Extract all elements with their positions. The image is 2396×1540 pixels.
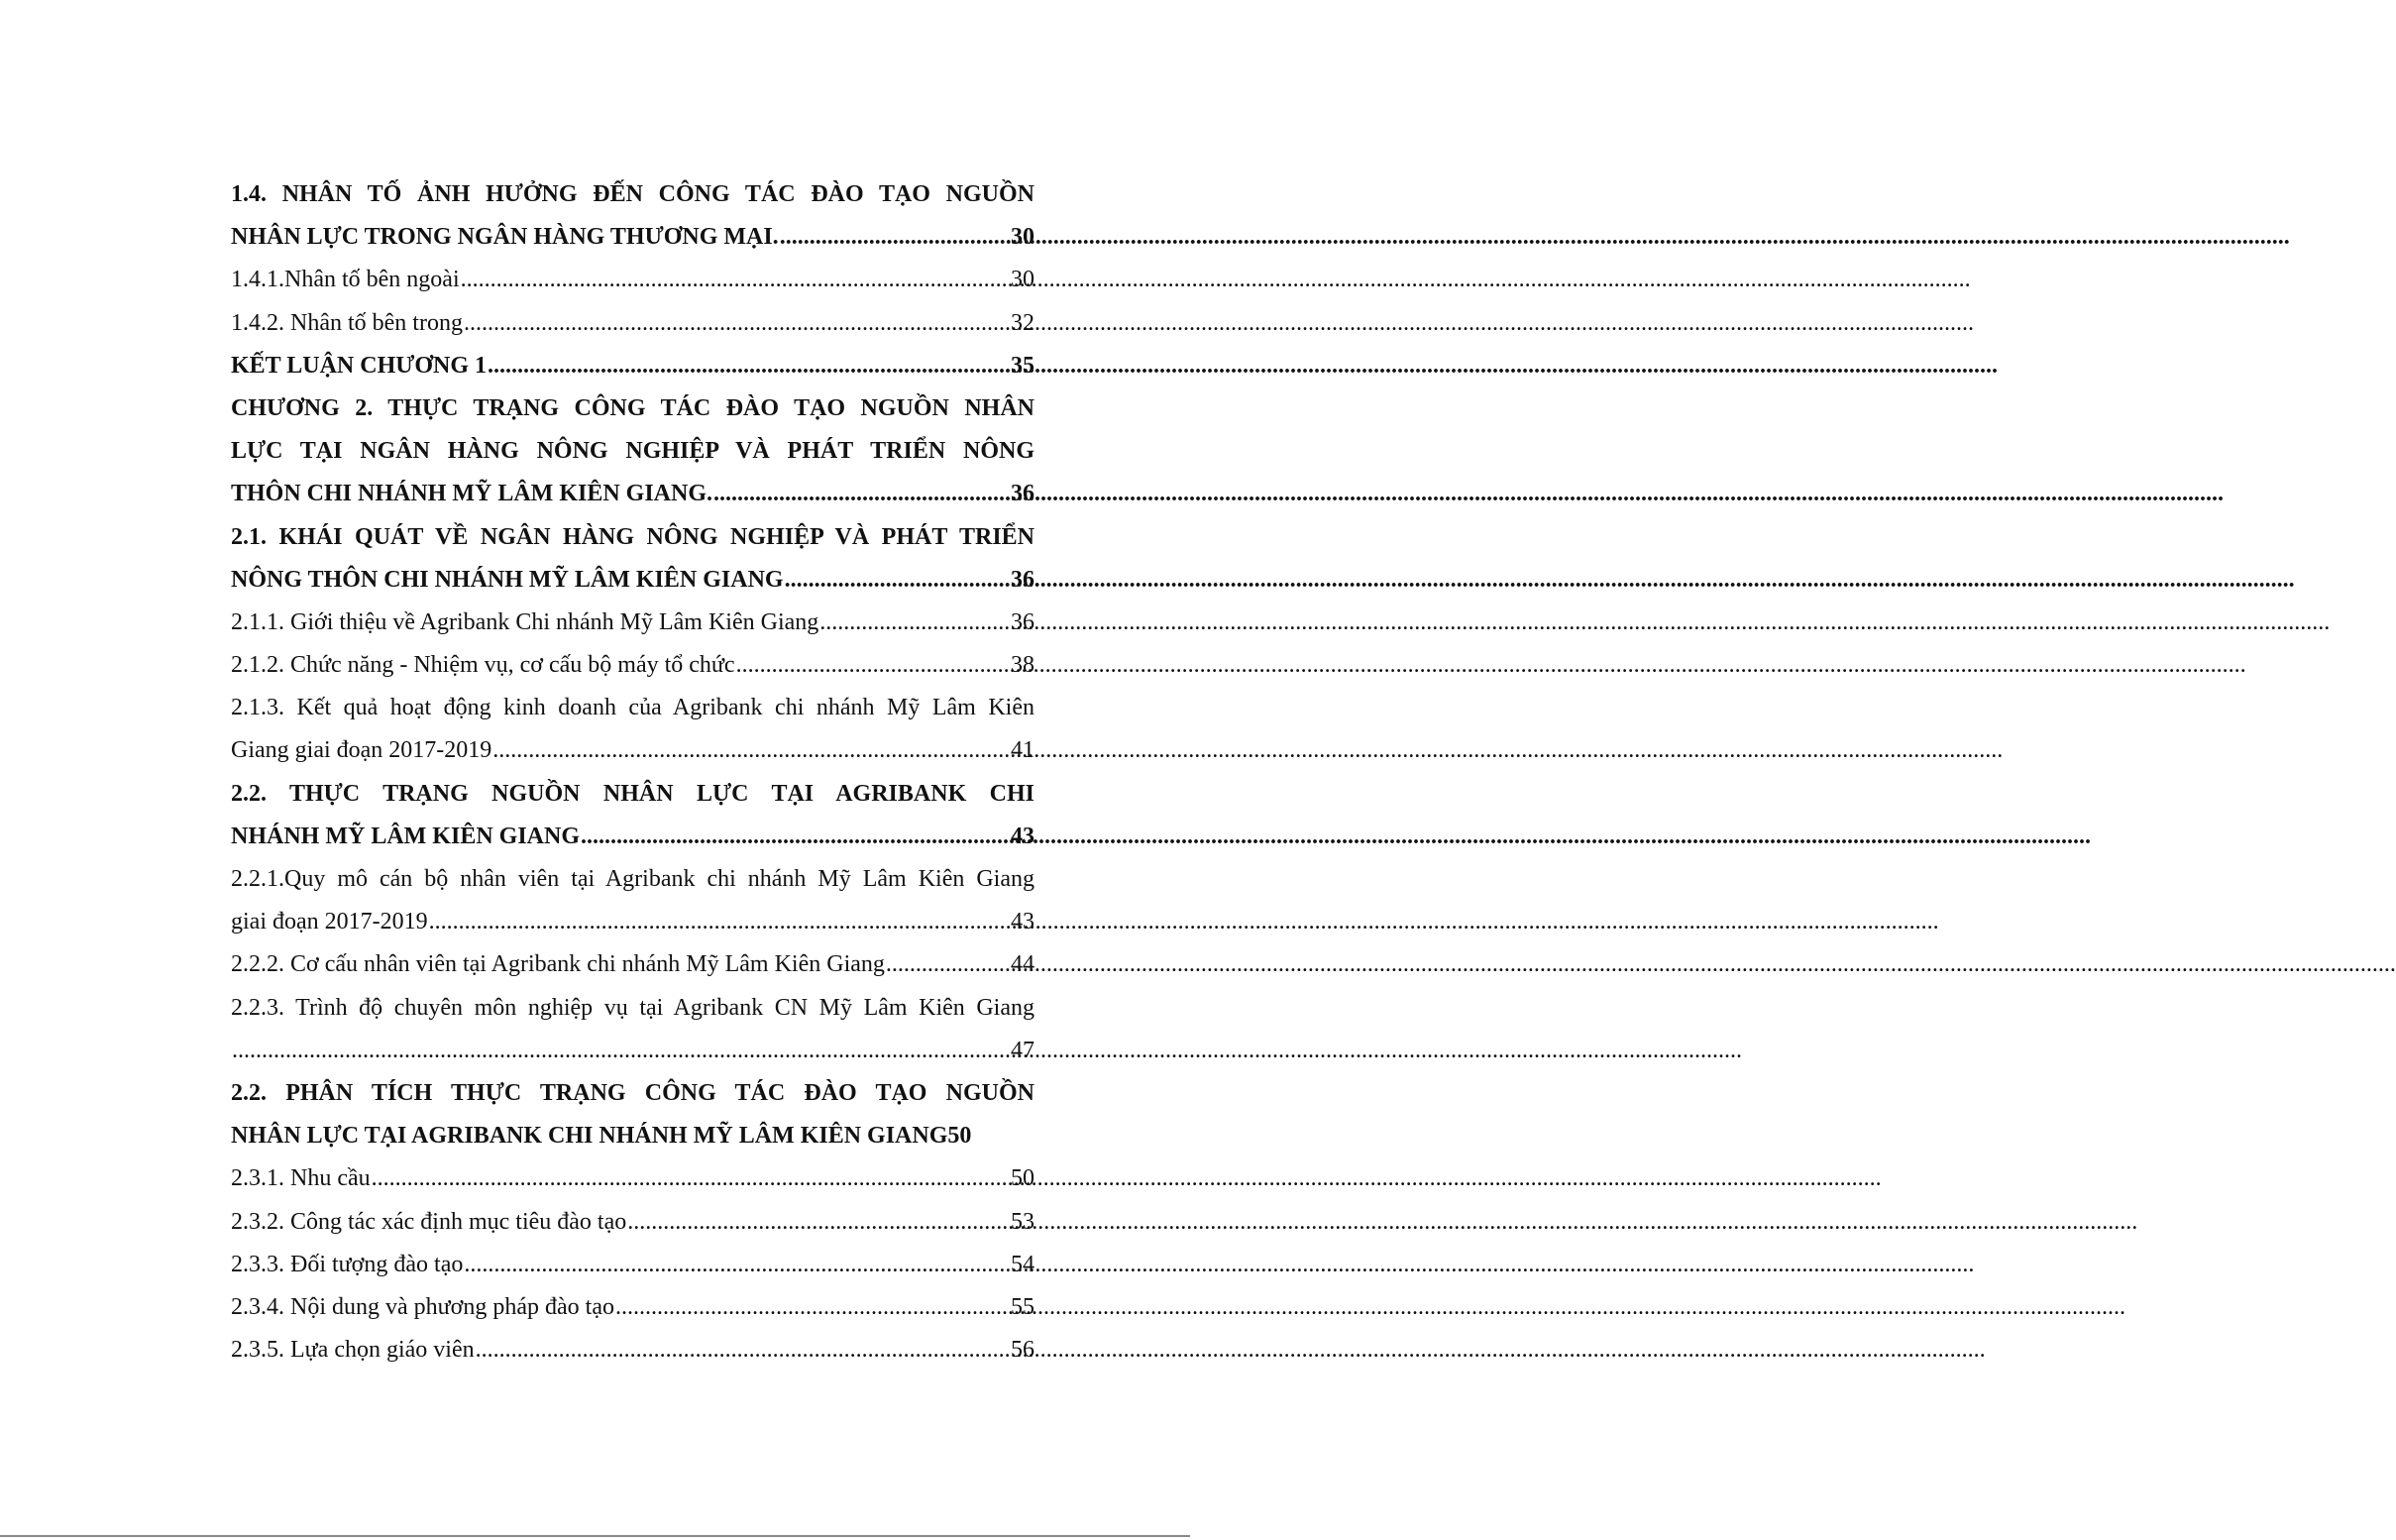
- toc-entry-title-line: THÔN CHI NHÁNH MỸ LÂM KIÊN GIANG.: [231, 481, 713, 507]
- toc-entry-title-line: 2.2.3. Trình độ chuyên môn nghiệp vụ tại Agribank CN Mỹ Lâm Kiên Giang: [231, 994, 1035, 1021]
- toc-entry-title-line: 1.4.1.Nhân tố bên ngoài: [231, 267, 460, 293]
- toc-entry-title-line: 2.3.4. Nội dung và phương pháp đào tạo: [231, 1293, 614, 1320]
- dot-leader: [464, 1244, 1010, 1286]
- dot-leader: [581, 816, 1010, 858]
- toc-page-number: 56: [1011, 1337, 1035, 1364]
- dot-leader: [429, 901, 1010, 943]
- toc-entry-title-line: NHÁNH MỸ LÂM KIÊN GIANG: [231, 823, 580, 849]
- toc-entry-title-line: 2.2. THỰC TRẠNG NGUỒN NHÂN LỰC TẠI AGRIBANK CHI: [231, 780, 1035, 807]
- toc-entry[interactable]: [231, 602, 1035, 644]
- toc-entry-title-line: 2.3.5. Lựa chọn giáo viên: [231, 1337, 475, 1364]
- toc-entry[interactable]: [231, 858, 1035, 943]
- toc-page-number: 30: [1011, 224, 1035, 251]
- toc-page-number: 44: [1011, 951, 1035, 978]
- toc-entry[interactable]: [231, 516, 1035, 602]
- toc-page-number: 43: [1011, 909, 1035, 935]
- dot-leader: [615, 1286, 1010, 1329]
- toc-entry-title-line: 2.1.3. Kết quả hoạt động kinh doanh của Agribank chi nhánh Mỹ Lâm Kiên: [231, 695, 1035, 721]
- toc-page-number: 54: [1011, 1251, 1035, 1277]
- toc-entry-title-line: Giang giai đoạn 2017-2019: [231, 737, 492, 764]
- toc-entry[interactable]: [231, 644, 1035, 687]
- toc-entry[interactable]: [231, 1157, 1035, 1200]
- toc-entry[interactable]: [231, 387, 1035, 516]
- toc-entry-title-line: 2.1.1. Giới thiệu về Agribank Chi nhánh Mỹ Lâm Kiên Giang: [231, 608, 819, 635]
- toc-entry-title-line: KẾT LUẬN CHƯƠNG 1: [231, 352, 488, 379]
- toc-entry-title-line: 2.1. KHÁI QUÁT VỀ NGÂN HÀNG NÔNG NGHIỆP VÀ PHÁT TRIỂN: [231, 523, 1035, 550]
- toc-entry-title-line: NÔNG THÔN CHI NHÁNH MỸ LÂM KIÊN GIANG: [231, 566, 784, 593]
- dot-leader: [492, 729, 1010, 772]
- toc-entry-title-line: 2.3.1. Nhu cầu: [231, 1165, 371, 1192]
- toc-entry[interactable]: [231, 1286, 1035, 1329]
- toc-entry[interactable]: [231, 345, 1035, 387]
- toc-page-number: 35: [1011, 352, 1035, 379]
- toc-entry-title-line: 2.3.3. Đối tượng đào tạo: [231, 1251, 464, 1277]
- dot-leader: [488, 345, 1010, 387]
- toc-page-number: 43: [1011, 823, 1035, 849]
- dot-leader: [736, 644, 1010, 687]
- dot-leader: [713, 473, 1010, 515]
- toc-entry-title-line: NHÂN LỰC TẠI AGRIBANK CHI NHÁNH MỸ LÂM KIÊN GIANG: [231, 1123, 948, 1150]
- document-page: [0, 0, 1190, 1540]
- dot-leader: [232, 1030, 1010, 1072]
- toc-page-number: 50: [1011, 1165, 1035, 1192]
- dot-leader: [464, 302, 1010, 345]
- toc-entry[interactable]: [231, 1244, 1035, 1286]
- page-bottom-rule: [0, 1535, 1190, 1537]
- toc-page-number: 41: [1011, 737, 1035, 764]
- toc-entry[interactable]: [231, 1072, 1035, 1157]
- toc-entry-title-line: 1.4.2. Nhân tố bên trong: [231, 309, 463, 336]
- toc-page-number: 36: [1011, 608, 1035, 635]
- table-of-contents: [231, 173, 1035, 1372]
- dot-leader: [886, 943, 1010, 986]
- toc-entry[interactable]: [231, 687, 1035, 772]
- toc-entry[interactable]: [231, 943, 1035, 986]
- toc-page-number: 47: [1011, 1037, 1035, 1063]
- toc-entry-title-line: 2.3.2. Công tác xác định mục tiêu đào tạo: [231, 1208, 627, 1235]
- toc-entry-title-line: 1.4. NHÂN TỐ ẢNH HƯỞNG ĐẾN CÔNG TÁC ĐÀO TẠO NGUỒN: [231, 181, 1035, 207]
- toc-page-number: 55: [1011, 1293, 1035, 1320]
- dot-leader: [627, 1201, 1010, 1244]
- toc-entry[interactable]: [231, 1201, 1035, 1244]
- toc-entry[interactable]: [231, 987, 1035, 1072]
- toc-entry-title-line: CHƯƠNG 2. THỰC TRẠNG CÔNG TÁC ĐÀO TẠO NGUỒN NHÂN: [231, 394, 1035, 421]
- toc-page-number: 36: [1011, 481, 1035, 507]
- toc-entry-title-line: 2.2.2. Cơ cấu nhân viên tại Agribank chi nhánh Mỹ Lâm Kiên Giang: [231, 951, 885, 978]
- toc-page-number: 36: [1011, 566, 1035, 593]
- toc-entry-title-line: giai đoạn 2017-2019: [231, 909, 428, 935]
- dot-leader: [780, 216, 1010, 259]
- toc-entry[interactable]: [231, 773, 1035, 858]
- dot-leader: [372, 1157, 1010, 1200]
- toc-entry[interactable]: [231, 259, 1035, 301]
- toc-page-number: 53: [1011, 1208, 1035, 1235]
- toc-page-number: 30: [1011, 267, 1035, 293]
- dot-leader: [461, 259, 1010, 301]
- toc-entry-title-line: 2.2. PHÂN TÍCH THỰC TRẠNG CÔNG TÁC ĐÀO TẠO NGUỒN: [231, 1079, 1035, 1106]
- dot-leader: [785, 559, 1010, 602]
- toc-page-number: 50: [947, 1123, 972, 1150]
- toc-entry-title-line: NHÂN LỰC TRONG NGÂN HÀNG THƯƠNG MẠI.: [231, 224, 779, 251]
- toc-entry-title-line: 2.2.1.Quy mô cán bộ nhân viên tại Agribank chi nhánh Mỹ Lâm Kiên Giang: [231, 866, 1035, 892]
- toc-entry[interactable]: [231, 173, 1035, 259]
- toc-entry[interactable]: [231, 1329, 1035, 1372]
- dot-leader: [476, 1329, 1010, 1372]
- toc-entry[interactable]: [231, 302, 1035, 345]
- toc-entry-title-line: 2.1.2. Chức năng - Nhiệm vụ, cơ cấu bộ máy tổ chức: [231, 652, 735, 679]
- toc-entry-title-line: LỰC TẠI NGÂN HÀNG NÔNG NGHIỆP VÀ PHÁT TRIỂN NÔNG: [231, 438, 1035, 465]
- toc-page-number: 38: [1011, 652, 1035, 679]
- dot-leader: [819, 602, 1010, 644]
- toc-page-number: 32: [1011, 309, 1035, 336]
